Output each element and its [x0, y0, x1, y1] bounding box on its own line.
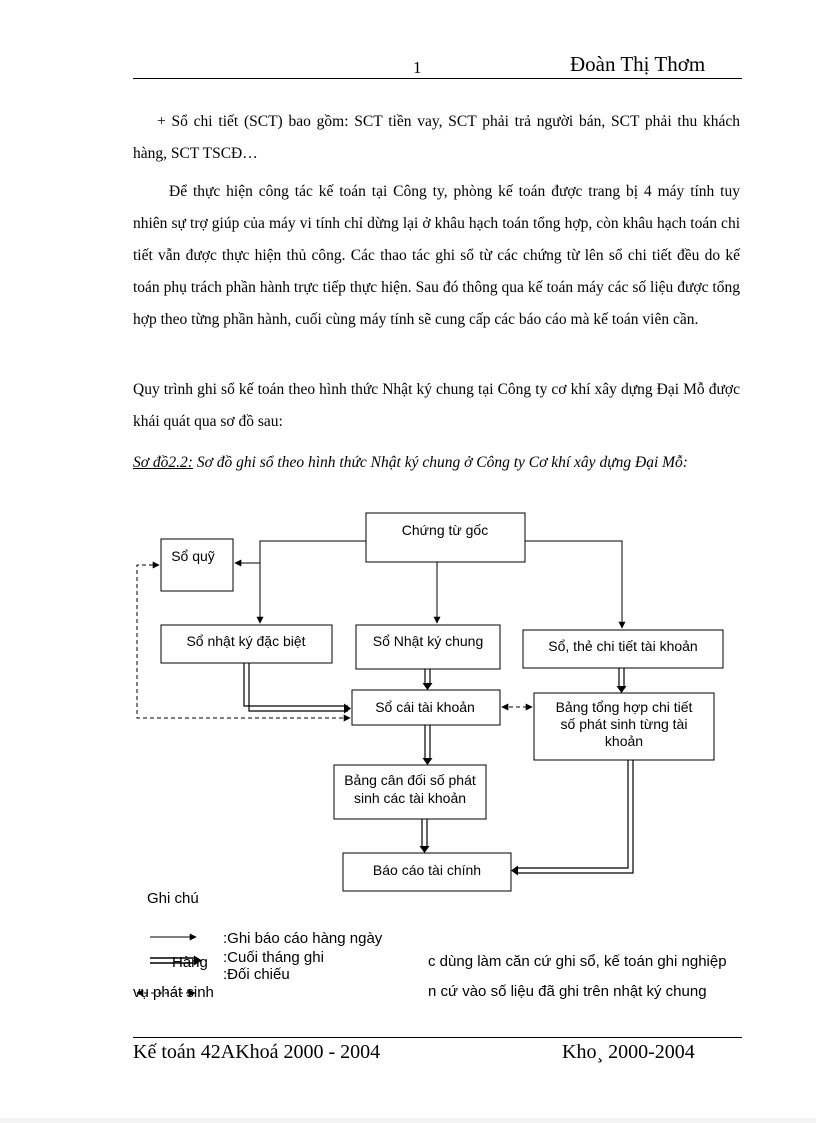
page-number: 1 [413, 58, 422, 77]
double-arrowhead-nkc [423, 683, 433, 690]
double-dac-biet-to-so-cai-a [244, 663, 348, 706]
box-so-nhat-ky-chung-label: Sổ Nhật ký chung [372, 633, 484, 649]
double-dac-biet-to-so-cai-b [249, 663, 348, 711]
double-arrowhead-chi-tiet [617, 686, 627, 693]
arrow-goc-to-so-quy [235, 541, 366, 563]
double-arrowhead-dac-biet [344, 704, 351, 714]
box-bang-can-doi-label-1: Bảng cân đối số phát [344, 772, 476, 788]
box-so-quy-label: Sổ quỹ [171, 548, 215, 564]
legend-overlap-left-2: vụ phát sinh [133, 984, 214, 1001]
legend-overlap-right-2: n cứ vào số liệu đã ghi trên nhật ký chung [428, 983, 707, 1000]
box-so-nhat-ky-dac-biet-label: Sổ nhật ký đặc biệt [186, 633, 306, 649]
box-chung-tu-goc-label: Chứng từ gốc [401, 522, 489, 538]
legend-daily-label: :Ghi báo cáo hàng ngày [223, 930, 383, 947]
author-name: Đoàn Thị Thơm [570, 52, 706, 76]
paragraph-sct: + Sổ chi tiết (SCT) bao gồm: SCT tiền vay, SCT phải trả người bán, SCT phải thu khách hàng, SCT TSCĐ… [133, 113, 740, 162]
box-bang-tong-hop-label-1: Bảng tổng hợp chi tiết [555, 699, 693, 715]
footer-left-text: Kế toán 42AKhoá 2000 - 2004 [133, 1041, 381, 1063]
paragraph-computer: Để thực hiện công tác kế toán tại Công ty, phòng kế toán được trang bị 4 máy tính tuy nhiên sự trợ giúp của máy vi tính chỉ dừng lại ở khâu hạch toán tổng hợp, còn khâu hạch toán chi tiết vẫn được thực hiện thủ công. Các thao tác ghi sổ từ các chứng từ lên sổ chi tiết đều do kế toán phụ trách phần hành trực tiếp thực hiện. Sau đó thông qua kế toán máy các số liệu được tổng hợp theo từng phần hành, cuối cùng máy tính sẽ cung cấp các báo cáo mà kế toán viên cần. [133, 183, 740, 328]
paragraph-process: Quy trình ghi sổ kế toán theo hình thức Nhật ký chung tại Công ty cơ khí xây dựng Đại Mỗ được khái quát qua sơ đồ sau: [133, 381, 740, 430]
caption-label: Sơ đồ2.2: [133, 454, 193, 471]
legend-monthly-label: :Cuối tháng ghi [223, 949, 324, 966]
box-so-quy [161, 539, 233, 591]
page-bottom-band [0, 1118, 816, 1123]
caption-text: Sơ đồ ghi sổ theo hình thức Nhật ký chung ở Công ty Cơ khí xây dựng Đại Mỗ: [192, 454, 688, 471]
box-bang-tong-hop-label-2: số phát sinh từng tài [560, 716, 688, 732]
footer-right-text: Kho¸ 2000-2004 [562, 1041, 695, 1063]
legend-overlap-left-1: Hàng [172, 954, 208, 971]
double-arrowhead-can-doi [420, 846, 430, 853]
box-bang-can-doi-label-2: sinh các tài khoản [353, 790, 467, 806]
box-so-the-chi-tiet-label: Sổ, thẻ chi tiết tài khoản [548, 638, 698, 654]
box-so-cai-label: Sổ cái tài khoản [375, 699, 475, 715]
double-arrowhead-tong-hop [511, 866, 518, 876]
box-bao-cao-label: Báo cáo tài chính [372, 862, 482, 878]
double-tong-hop-to-bao-cao-b [515, 760, 633, 873]
footer-rule [133, 1037, 742, 1038]
legend-title: Ghi chú [147, 890, 199, 907]
legend-overlap-right-1: c dùng làm căn cứ ghi sổ, kế toán ghi nghiệp [428, 953, 727, 970]
double-tong-hop-to-bao-cao-a [515, 760, 628, 868]
legend-compare-label: :Đối chiếu [223, 966, 290, 983]
double-arrowhead-so-cai [423, 758, 433, 765]
arrow-goc-to-chi-tiet [525, 541, 622, 628]
box-bang-tong-hop-label-3: khoản [604, 733, 644, 749]
